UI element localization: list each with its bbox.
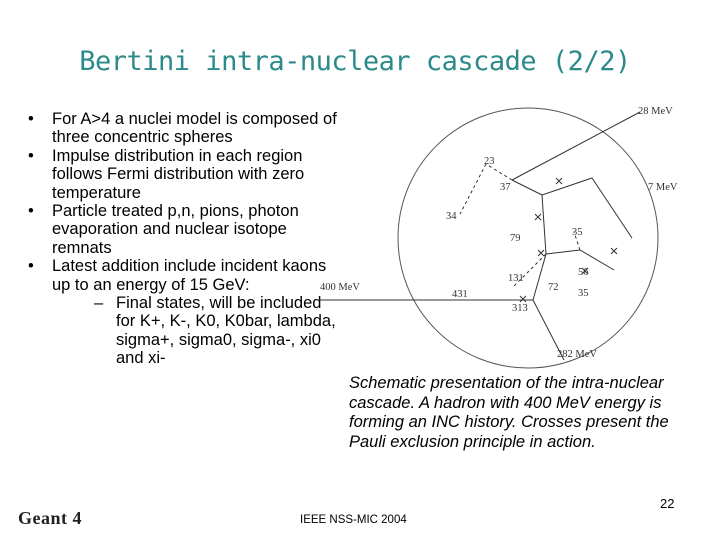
track-131 <box>533 254 546 300</box>
sub-bullet-text: Final states, will be included for K+, K-, K0, K0bar, lambda, sigma+, sigma0, sigma-, xi0 and xi- <box>116 294 336 368</box>
label-7-mev: 7 MeV <box>648 182 678 193</box>
track-7 <box>542 178 592 195</box>
pauli-blocked-tracks <box>460 164 580 286</box>
track-37 <box>512 180 542 195</box>
track-7b <box>592 178 632 238</box>
track-56 <box>546 250 580 254</box>
geant4-logo: Geant 4 <box>18 508 82 528</box>
footer-text: IEEE NSS-MIC 2004 <box>300 514 407 526</box>
label-35-upper: 35 <box>572 227 583 238</box>
cross-marker <box>535 214 541 220</box>
label-282-mev: 282 MeV <box>557 349 597 360</box>
bullet-text: Latest addition include incident kaons up to an energy of 15 GeV: <box>52 257 327 294</box>
pauli-crosses <box>520 178 617 302</box>
cross-marker <box>556 178 562 184</box>
nucleus-circle <box>398 108 658 368</box>
label-34: 34 <box>446 211 457 222</box>
cascade-tracks <box>318 112 640 360</box>
label-79: 79 <box>510 233 521 244</box>
bullet-text: For A>4 a nuclei model is composed of three concentric spheres <box>52 110 337 147</box>
label-23: 23 <box>484 156 495 167</box>
label-28-mev: 28 MeV <box>638 106 673 117</box>
label-56: 56 <box>578 267 589 278</box>
label-35-lower: 35 <box>578 288 589 299</box>
label-37: 37 <box>500 182 511 193</box>
cross-marker <box>538 250 544 256</box>
label-313: 313 <box>512 303 528 314</box>
label-131: 131 <box>508 273 524 284</box>
cross-marker <box>611 248 617 254</box>
label-400-mev: 400 MeV <box>320 282 360 293</box>
track-79 <box>542 195 546 254</box>
track-28 <box>512 112 640 180</box>
cross-marker <box>520 296 526 302</box>
track-34 <box>460 164 486 214</box>
diagram-caption: Schematic presentation of the intra-nuclear cascade. A hadron with 400 MeV energy is forming an INC history. Crosses present the Pauli exclusion principle in action. <box>349 374 669 451</box>
label-72: 72 <box>548 282 559 293</box>
slide-title: Bertini intra-nuclear cascade (2/2) <box>79 46 631 77</box>
bullet-text: Impulse distribution in each region follows Fermi distribution with zero temperature <box>52 146 305 202</box>
label-431: 431 <box>452 289 468 300</box>
bullet-text: Particle treated p,n, pions, photon evaporation and nuclear isotope remnats <box>52 202 299 257</box>
page-number: 22 <box>660 496 675 511</box>
